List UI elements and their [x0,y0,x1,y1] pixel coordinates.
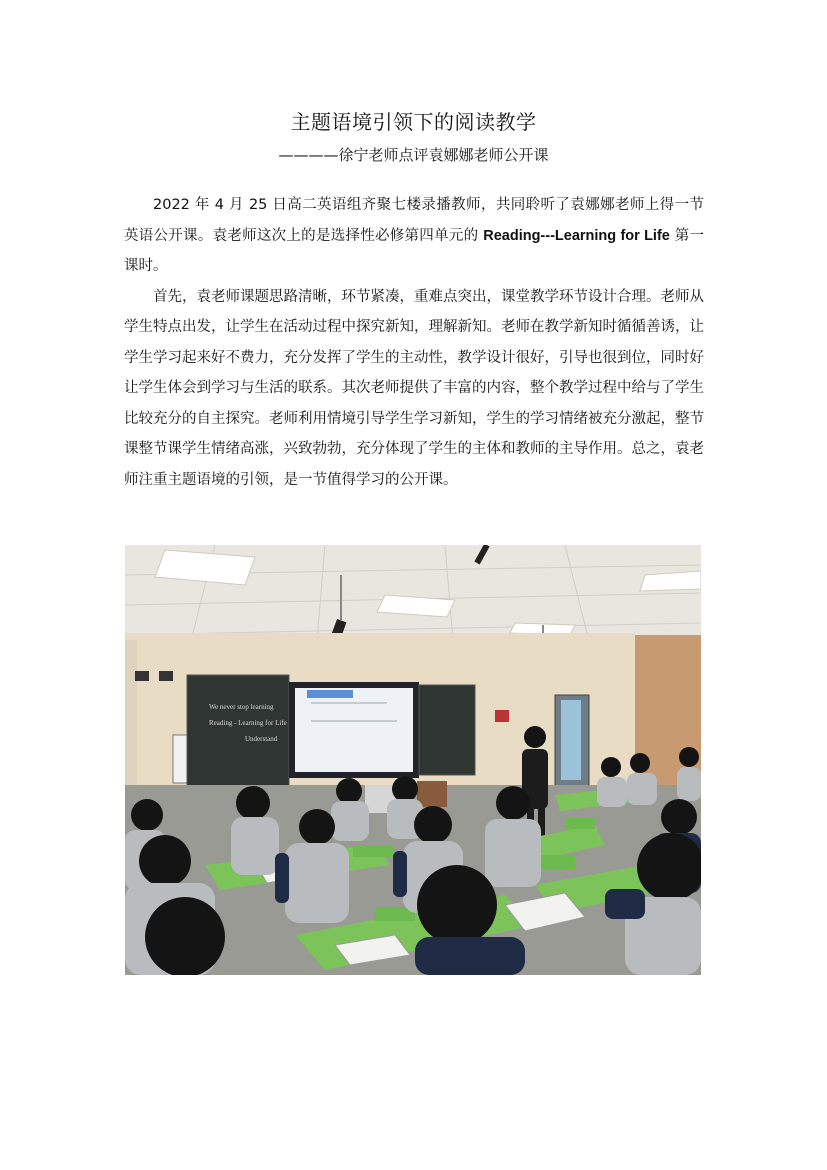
door-window [561,700,581,780]
classroom-photo [125,545,701,975]
projector-screen [295,688,413,772]
blackboard-left [187,675,289,787]
page-title: 主题语境引领下的阅读教学 [290,110,537,134]
lesson-title-english: Reading---Learning for Life [483,227,670,244]
chair [565,817,595,829]
blackboard-writing: Reading - Learning for Life [209,719,287,727]
teacher-head [524,726,546,748]
classroom-photo-illustration [125,545,701,975]
speaker [159,671,173,681]
wall-sign [495,710,509,722]
blackboard-right [419,685,475,775]
blackboard-writing: Understand [245,735,278,743]
paragraph-1 [124,190,704,282]
paragraph-1-suffix: 第一课时。 [124,227,704,274]
speaker [135,671,149,681]
page-subtitle: ————徐宁老师点评袁娜娜老师公开课 [278,146,549,164]
paragraph-2: 首先，袁老师课题思路清晰，环节紧凑，重难点突出，课堂教学环节设计合理。老师从学生特点出发，让学生在活动过程中探究新知，理解新知。老师在教学新知时循循善诱，让学生学习起来好不费力，充分发挥了学生的主动性，教学设计很好，引导也很到位，同时好让学生体会到学习与生活的联系。其次老师提供了丰富的内容，整个教学过程中给与了学生比较充分的自主探究。老师利用情境引导学生学习新知，学生的学习情绪被充分激起，整节课整节课学生情绪高涨，兴致勃勃，充分体现了学生的主体和教师的主导作用。总之，袁老师注重主题语境的引领，是一节值得学习的公开课。 [124,288,704,488]
paragraph-1-prefix: 2022 年 4 月 25 日高二英语组齐聚七楼录播教师，共同聆听了袁娜娜老师上得一节英语公开课。袁老师这次上的是选择性必修第四单元的 [124,197,704,244]
slide-header [307,690,353,698]
article-body [124,190,704,495]
blackboard-writing: We never stop learning [209,703,274,711]
lectern [417,781,447,807]
chair [353,845,393,857]
